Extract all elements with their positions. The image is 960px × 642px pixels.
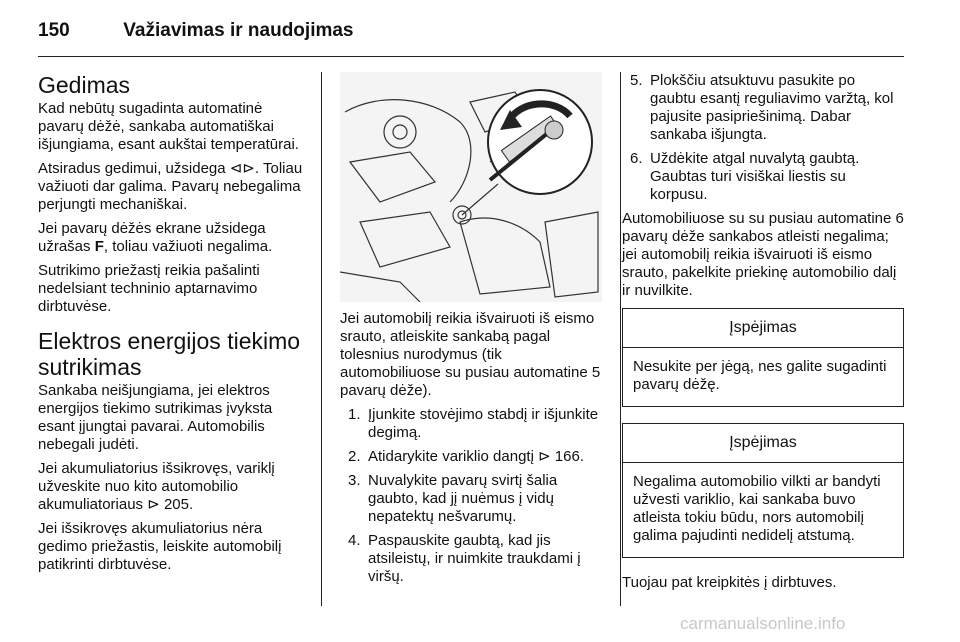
- list-item: [622, 150, 904, 204]
- engine-illustration: [340, 72, 602, 302]
- steps-list: [340, 406, 602, 586]
- paragraph: Sutrikimo priežastį reikia pašalinti nedelsiant techninio aptarnavimo dirbtuvėse.: [38, 262, 260, 315]
- paragraph: [38, 220, 306, 256]
- step-number: 1.: [348, 406, 361, 423]
- warning-title: Įspėjimas: [623, 309, 903, 348]
- column-right: [622, 72, 904, 598]
- section-title: Važiavimas ir naudojimas: [123, 20, 354, 41]
- paragraph: Automobiliuose su su pusiau automatine 6 pavarų dėže sankabos atleisti negalima; jei automobilį reikia išvairuoti iš eismo srauto, pakelkite priekinę automobilio dalį ir nuvilkite.: [622, 210, 904, 299]
- paragraph: Kad nebūtų sugadinta automatinė pavarų dėžė, sankaba automatiškai išjungiama, esant aukštai temperatūrai.: [38, 100, 299, 153]
- column-divider: [620, 72, 621, 606]
- steps-list: [622, 72, 904, 204]
- paragraph: Atsiradus gedimui, užsidega ⊲⊳. Toliau važiuoti dar galima. Pavarų nebegalima perjungti mechaniškai.: [38, 160, 303, 213]
- step-text: Įjunkite stovėjimo stabdį ir išjunkite degimą.: [368, 406, 599, 441]
- warning-box: [622, 308, 904, 407]
- step-text: Uždėkite atgal nuvalytą gaubtą. Gaubtas turi visiškai liestis su korpusu.: [650, 150, 860, 203]
- list-item: [340, 472, 602, 526]
- text: , toliau važiuoti negalima.: [103, 238, 273, 255]
- column-left: [38, 72, 306, 580]
- step-number: 6.: [630, 150, 643, 167]
- step-text: Atidarykite variklio dangtį ⊳ 166.: [368, 448, 585, 465]
- watermark: carmanualsonline.info: [680, 614, 846, 633]
- list-item: [340, 406, 602, 442]
- header-rule: [38, 56, 904, 57]
- page-number: 150: [38, 20, 70, 41]
- warning-title: Įspėjimas: [623, 424, 903, 463]
- warning-body: Negalima automobilio vilkti ar bandyti užvesti variklio, kai sankaba buvo atleista tokiu būdu, nors automobilį galima pajudinti nedidelį atstumą.: [633, 473, 881, 544]
- step-number: 4.: [348, 532, 361, 549]
- warning-body: Nesukite per jėgą, nes galite sugadinti pavarų dėžę.: [633, 358, 887, 393]
- heading-gedimas: Gedimas: [38, 72, 131, 98]
- step-text: Plokščiu atsuktuvu pasukite po gaubtu esantį reguliavimo varžtą, kol pajusite pasipriešinimą. Dabar sankaba išjungta.: [650, 72, 894, 143]
- step-number: 2.: [348, 448, 361, 465]
- gear-display-letter: F: [94, 238, 104, 255]
- column-middle: [340, 72, 602, 592]
- list-item: [622, 72, 904, 144]
- paragraph: Jei automobilį reikia išvairuoti iš eismo srauto, atleiskite sankabą pagal tolesnius nurodymus (tik automobiliuose su pusiau automatine 5 pavarų dėže).: [340, 310, 601, 399]
- text: Jei pavarų dėžės ekrane užsidega užrašas: [38, 220, 266, 255]
- step-number: 3.: [348, 472, 361, 489]
- paragraph: Jei akumuliatorius išsikrovęs, variklį užveskite nuo kito automobilio akumuliatoriaus ⊳ 205.: [38, 460, 275, 513]
- list-item: [340, 448, 602, 466]
- step-text: Paspauskite gaubtą, kad jis atsileistų, ir nuimkite traukdami į viršų.: [368, 532, 581, 585]
- paragraph: Sankaba neišjungiama, jei elektros energijos tiekimo sutrikimas įvyksta esant įjungtai pavarai. Automobilis nebegali judėti.: [38, 382, 273, 453]
- page-header: [38, 20, 354, 42]
- heading-power-failure: Elektros energijos tiekimo sutrikimas: [38, 328, 301, 380]
- paragraph: Tuojau pat kreipkitės į dirbtuves.: [622, 574, 837, 591]
- step-text: Nuvalykite pavarų svirtį šalia gaubto, kad jį nuėmus į vidų nepatektų nešvarumų.: [368, 472, 558, 525]
- list-item: [340, 532, 602, 586]
- column-divider: [321, 72, 322, 606]
- paragraph: Jei išsikrovęs akumuliatorius nėra gedimo priežastis, leiskite automobilį patikrinti dirbtuvėse.: [38, 520, 282, 573]
- step-number: 5.: [630, 72, 643, 89]
- warning-box: [622, 423, 904, 558]
